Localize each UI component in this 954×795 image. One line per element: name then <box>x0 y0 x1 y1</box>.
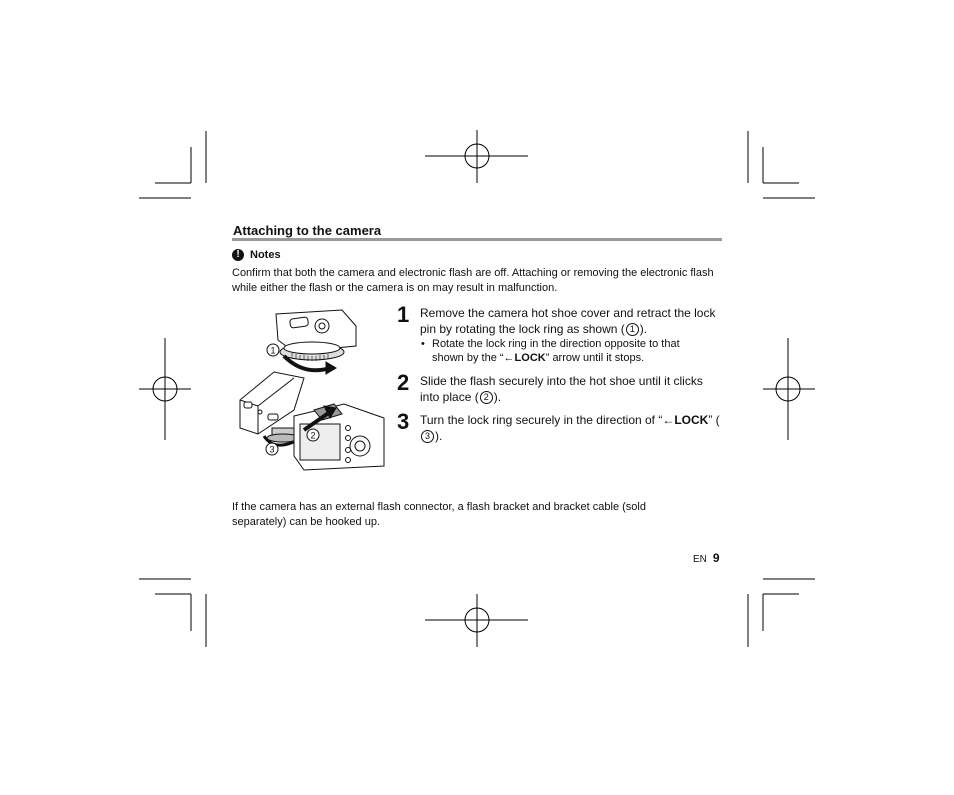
notes-header <box>232 249 281 261</box>
step-1-bullet: • Rotate the lock ring in the direction opposite to that shown by the “←LOCK” arrow until it stops. <box>421 338 680 364</box>
section-title: Attaching to the camera <box>233 223 382 238</box>
svg-text:3: 3 <box>269 444 275 455</box>
page-footer <box>693 551 720 565</box>
step-3-number: 3 <box>397 409 410 434</box>
step-1-text: Remove the camera hot shoe cover and retract the lock pin by rotating the lock ring as shown ( 1 ). <box>420 306 716 336</box>
step-1-number: 1 <box>397 302 410 327</box>
ref-3-icon: 3 <box>421 430 434 443</box>
svg-text:2: 2 <box>310 430 316 441</box>
callout-1 <box>267 344 279 356</box>
notes-label: Notes <box>250 249 281 261</box>
callout-3 <box>266 443 278 455</box>
step-2-text: Slide the flash securely into the hot shoe until it clicks into place ( 2 ). <box>420 374 703 404</box>
exclamation-icon: ! <box>232 249 244 261</box>
svg-text:1: 1 <box>270 345 276 356</box>
notes-text: Confirm that both the camera and electronic flash are off. Attaching or removing the electronic flash while either the flash or the camera is on may result in malfunction. <box>232 267 714 294</box>
section-divider <box>232 238 722 241</box>
step-3-text: Turn the lock ring securely in the direction of “←LOCK” (3 ). <box>420 413 720 443</box>
footer-note: If the camera has an external flash connector, a flash bracket and bracket cable (sold separately) can be hooked up. <box>232 501 646 528</box>
callout-2 <box>307 429 319 441</box>
page-number: 9 <box>712 551 720 565</box>
ref-1-icon: 1 <box>626 323 639 336</box>
language-code: EN <box>693 554 707 565</box>
step-2-number: 2 <box>397 370 410 395</box>
flash-attachment-illustration <box>234 306 394 471</box>
ref-2-icon: 2 <box>480 391 493 404</box>
